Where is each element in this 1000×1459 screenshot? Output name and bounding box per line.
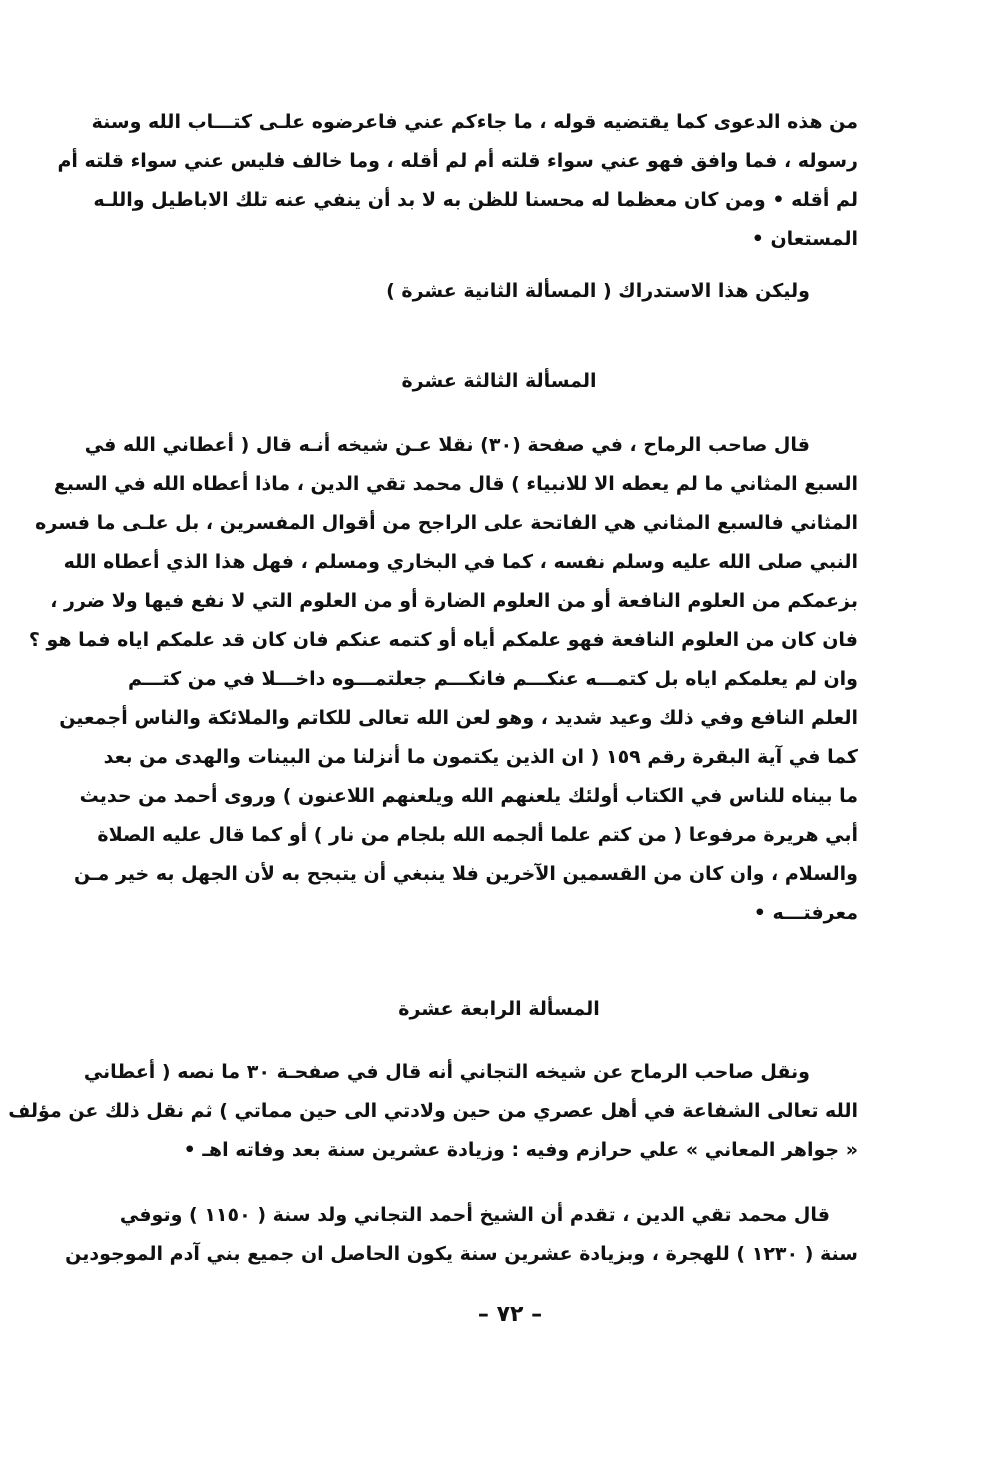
text-line: الله تعالى الشفاعة في أهل عصري من حين ولادتي الى حين مماتي ) ثم نقل ذلك عن مؤلف: [8, 1100, 858, 1122]
text-line: « جواهر المعاني » علي حرازم وفيه : وزيادة عشرين سنة بعد وفاته اهـ •: [183, 1139, 858, 1161]
text-line: قال محمد تقي الدين ، تقدم أن الشيخ أحمد التجاني ولد سنة ( ١١٥٠ ) وتوفي: [119, 1204, 830, 1226]
text-line: معرفتـــه •: [753, 902, 858, 924]
text-line: وليكن هذا الاستدراك ( المسألة الثانية عشرة ): [386, 280, 810, 302]
page-number: – ٧٢ –: [477, 1302, 543, 1327]
text-line: ونقل صاحب الرماح عن شيخه التجاني أنه قال في صفحـة ٣٠ ما نصه ( أعطاني: [83, 1061, 810, 1083]
text-line: من هذه الدعوى كما يقتضيه قوله ، ما جاءكم عني فاعرضوه علـى كتـــاب الله وسنة: [91, 111, 858, 133]
section-heading: المسألة الثالثة عشرة: [401, 370, 597, 392]
text-line: السبع المثاني ما لم يعطه الا للانبياء ) قال محمد تقي الدين ، ماذا أعطاه الله في السبع: [53, 473, 858, 495]
text-line: قال صاحب الرماح ، في صفحة (٣٠) نقلا عـن شيخه أنـه قال ( أعطاني الله في: [84, 434, 810, 456]
section-13-paragraph: [28, 426, 858, 933]
text-line: وان لم يعلمكم اياه بل كتمـــه عنكـــم فانكـــم جعلتمـــوه داخـــلا في من كتـــم: [127, 668, 858, 690]
text-line: العلم النافع وفي ذلك وعيد شديد ، وهو لعن الله تعالى للكاتم والملائكة والناس أجمعين: [59, 707, 858, 729]
text-line: المثاني فالسبع المثاني هي الفاتحة على الراجح من أقوال المفسرين ، بل علـى ما فسره: [35, 512, 858, 534]
text-line: سنة ( ١٢٣٠ ) للهجرة ، وبزيادة عشرين سنة يكون الحاصل ان جميع بني آدم الموجودين: [65, 1243, 858, 1265]
section-heading: المسألة الرابعة عشرة: [398, 998, 600, 1020]
text-line: والسلام ، وان كان من القسمين الآخرين فلا ينبغي أن يتبجح به لأن الجهل به خير مـن: [73, 863, 858, 885]
text-line: النبي صلى الله عليه وسلم نفسه ، كما في البخاري ومسلم ، فهل هذا الذي أعطاه الله: [63, 551, 858, 573]
text-line: فان كان من العلوم النافعة فهو علمكم أياه أو كتمه عنكم فان كان قد علمكم اياه فما هو ؟: [28, 629, 858, 651]
intro-paragraph: [57, 103, 858, 259]
text-line: رسوله ، فما وافق فهو عني سواء قلته أم لم أقله ، وما خالف فليس عني سواء قلته أم: [57, 150, 858, 172]
text-line: كما في آية البقرة رقم ١٥٩ ( ان الذين يكتمون ما أنزلنا من البينات والهدى من بعد: [103, 746, 858, 768]
text-line: المستعان •: [751, 228, 858, 250]
text-line: أبي هريرة مرفوعا ( من كتم علما ألجمه الله بلجام من نار ) أو كما قال عليه الصلاة: [97, 824, 858, 846]
section-14-paragraph-1: [8, 1053, 858, 1170]
section-14-paragraph-2: [65, 1196, 858, 1274]
intro-closing: [140, 272, 858, 311]
text-line: بزعمكم من العلوم النافعة أو من العلوم الضارة أو من العلوم التي لا نفع فيها ولا ضرر ،: [50, 590, 858, 612]
text-line: ما بيناه للناس في الكتاب أولئك يلعنهم الله ويلعنهم اللاعنون ) وروى أحمد من حديث: [79, 785, 858, 807]
text-line: لم أقله • ومن كان معظما له محسنا للظن به لا بد أن ينفي عنه تلك الاباطيل واللـه: [93, 189, 858, 211]
